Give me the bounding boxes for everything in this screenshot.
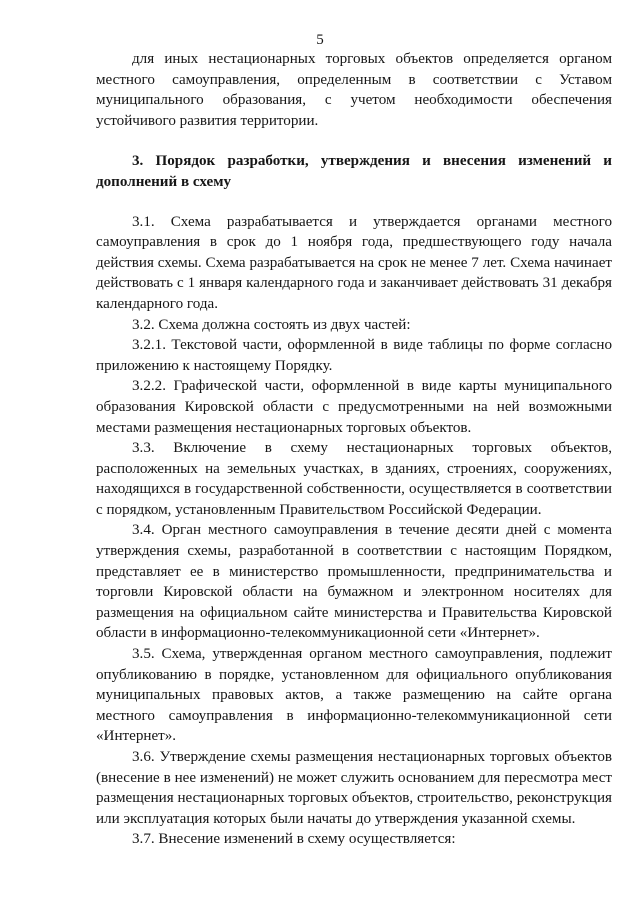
section-heading: 3. Порядок разработки, утверждения и внесения изменений и дополнений в схему [96, 153, 612, 190]
paragraph-3-7: 3.7. Внесение изменений в схему осуществляется: [132, 831, 456, 848]
paragraph-3-6: 3.6. Утверждение схемы размещения нестационарных торговых объектов (внесение в нее изменений) не может служить основанием для пересмотра мест размещения нестационарных торговых объектов, строительство, реконструкция или эксплуатация которых были начаты до утверждения указанной схемы. [96, 749, 612, 827]
paragraph-3-2-2: 3.2.2. Графической части, оформленной в виде карты муниципального образования Кировской области с предусмотренными на ней возможными местами размещения нестационарных торговых объектов. [96, 378, 612, 436]
paragraph-continuation: для иных нестационарных торговых объектов определяется органом местного самоуправления, определенным в соответствии с Уставом муниципального образования, с учетом необходимости обеспечения устойчивого развития территории. [96, 51, 612, 129]
paragraph-3-2: 3.2. Схема должна состоять из двух частей: [132, 316, 411, 333]
paragraph-3-4: 3.4. Орган местного самоуправления в течение десяти дней с момента утверждения схемы, разработанной в соответствии с настоящим Порядком, представляет ее в министерство промышленности, предпринимательства и торговли Кировской области на бумажном и электронном носителях для размещения на официальном сайте министерства и Правительства Кировской области в информационно-телекоммуникационной сети «Интернет». [96, 522, 612, 642]
paragraph-3-1: 3.1. Схема разрабатывается и утверждается органами местного самоуправления в срок до 1 ноября года, предшествующего году начала действия схемы. Схема разрабатывается на срок не менее 7 лет. Схема начинает действовать с 1 января календарного года и заканчивает действовать 31 декабря календарного года. [96, 213, 612, 312]
page-number: 5 [316, 32, 324, 48]
paragraph-3-2-1: 3.2.1. Текстовой части, оформленной в виде таблицы по форме согласно приложению к настоящему Порядку. [96, 337, 612, 374]
document-body [96, 49, 612, 850]
paragraph-3-3: 3.3. Включение в схему нестационарных торговых объектов, расположенных на земельных участках, в зданиях, строениях, сооружениях, находящихся в государственной собственности, осуществляется в соответствии с порядком, установленным Правительством Российской Федерации. [96, 440, 612, 518]
paragraph-3-5: 3.5. Схема, утвержденная органом местного самоуправления, подлежит опубликованию в порядке, установленном для официального опубликования муниципальных правовых актов, а также размещению на сайте органа местного самоуправления в информационно-телекоммуникационной сети «Интернет». [96, 646, 612, 745]
